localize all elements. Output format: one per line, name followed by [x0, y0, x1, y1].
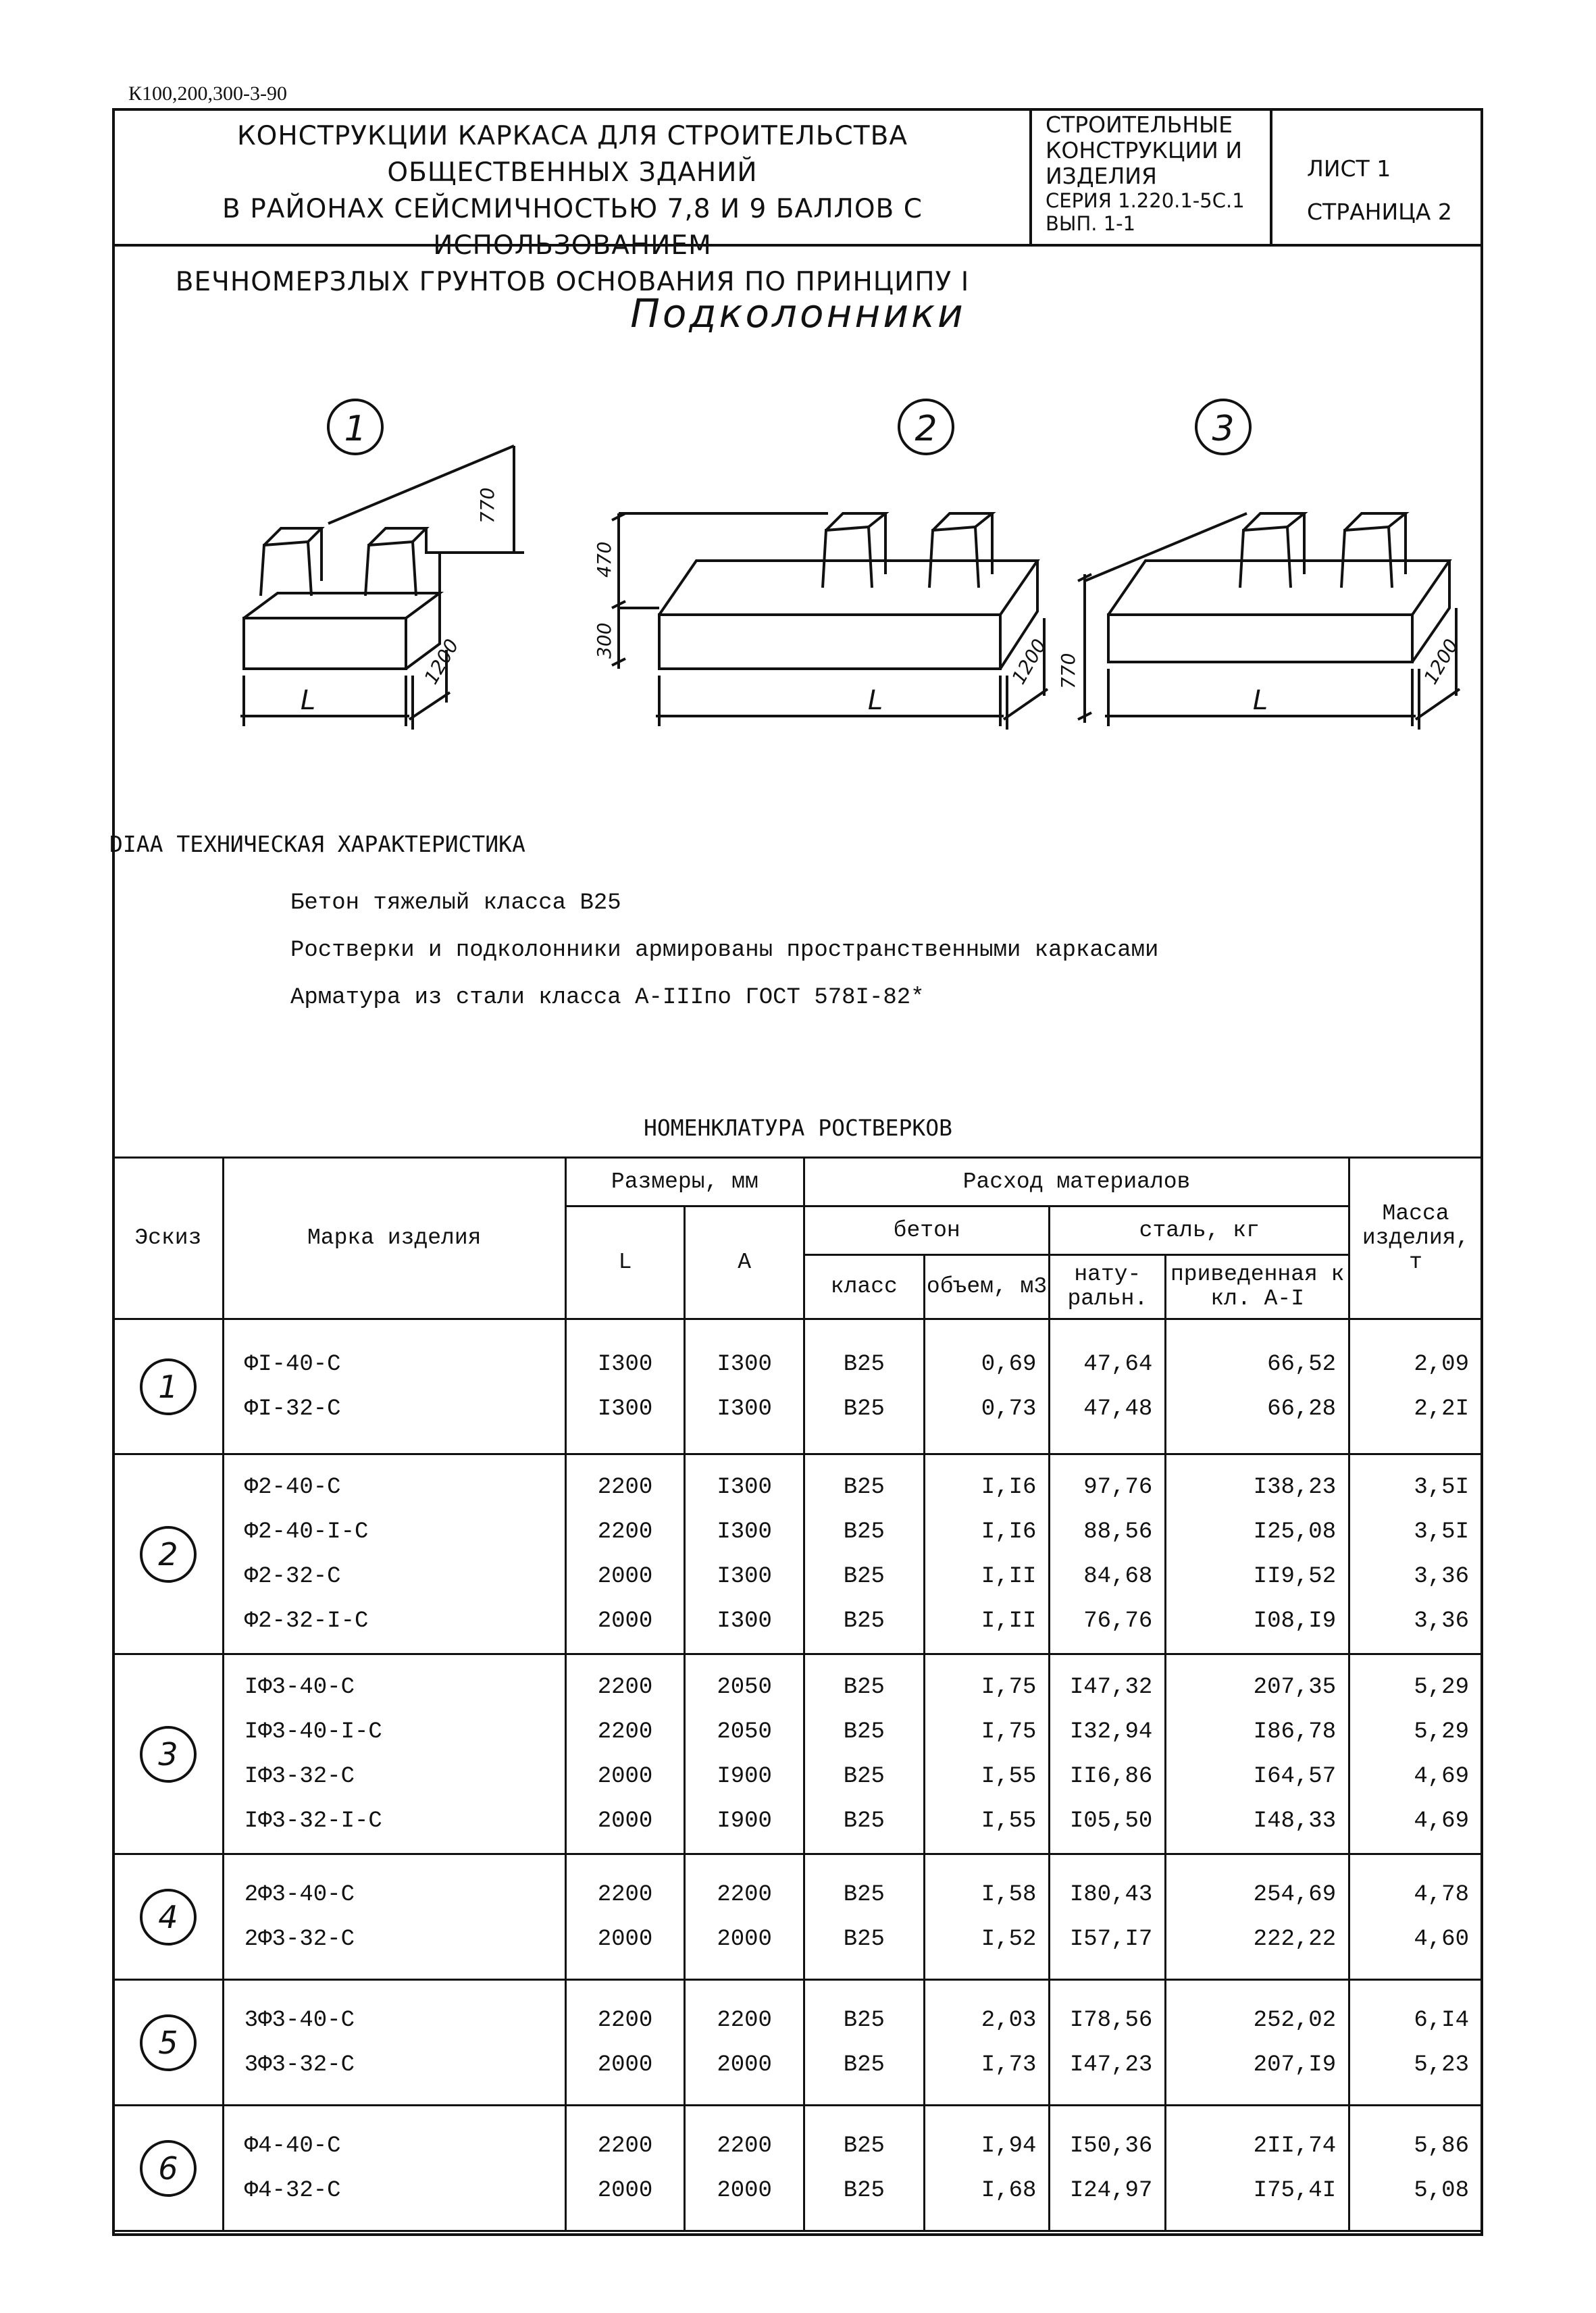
cell-value: 2200 — [597, 2007, 653, 2033]
table-cell — [685, 1319, 804, 1454]
cell-value: В25 — [843, 2177, 885, 2204]
series-line: КОНСТРУКЦИИ И — [1046, 137, 1243, 163]
cell-value: В25 — [843, 1474, 885, 1500]
table-cell — [1050, 1319, 1166, 1454]
cell-value: ФI-40-С — [244, 1351, 341, 1377]
cell-value: I38,23 — [1253, 1474, 1337, 1500]
table-cell — [1166, 1854, 1349, 1980]
cell-value: 0,73 — [981, 1396, 1037, 1422]
cell-value: 2000 — [597, 1926, 653, 1952]
table-cell — [565, 1654, 685, 1854]
cell-value: 88,56 — [1083, 1519, 1153, 1545]
cell-value: I,75 — [981, 1674, 1037, 1700]
table-row-group — [113, 1980, 1483, 2106]
table-cell — [565, 1454, 685, 1654]
cell-value: I75,4I — [1253, 2177, 1337, 2204]
series-line: ВЫП. 1-1 — [1046, 212, 1136, 235]
cell-value: 2200 — [597, 2133, 653, 2159]
cell-value: 3,5I — [1414, 1519, 1469, 1545]
cell-value: 47,48 — [1083, 1396, 1153, 1422]
document-title — [115, 118, 1030, 301]
table-cell — [565, 2106, 685, 2231]
cell-value: Ф4-40-С — [244, 2133, 341, 2159]
cell-value: 2,2I — [1414, 1396, 1469, 1422]
cell-value: 2000 — [597, 1808, 653, 1834]
cell-value: 47,64 — [1083, 1351, 1153, 1377]
dim-1200-2: 1200 — [1007, 635, 1051, 688]
sheet-block — [1307, 147, 1452, 234]
table-cell — [924, 1980, 1050, 2106]
cell-value: 3,36 — [1414, 1563, 1469, 1590]
cell-value: I300 — [717, 1608, 772, 1634]
table-cell — [924, 1654, 1050, 1854]
series-block — [1046, 112, 1272, 235]
table-cell — [685, 1654, 804, 1854]
sketch-cell — [113, 1980, 224, 2106]
cell-value: 2II,74 — [1253, 2133, 1337, 2159]
table-cell — [685, 2106, 804, 2231]
cell-value: 5,23 — [1414, 2052, 1469, 2078]
cell-value: 2200 — [597, 1719, 653, 1745]
cell-value: I78,56 — [1069, 2007, 1153, 2033]
cell-value: I900 — [717, 1808, 772, 1834]
cell-value: В25 — [843, 1608, 885, 1634]
table-cell — [924, 1319, 1050, 1454]
header-class: класс — [804, 1255, 924, 1319]
table-cell — [1050, 1980, 1166, 2106]
drawing-1 — [240, 400, 524, 730]
table-cell — [1050, 1454, 1166, 1654]
cell-value: I86,78 — [1253, 1719, 1337, 1745]
cell-value: В25 — [843, 1563, 885, 1590]
header-steel: сталь, кг — [1050, 1206, 1349, 1255]
table-cell — [1349, 1454, 1483, 1654]
cell-value: II6,86 — [1069, 1763, 1153, 1789]
header-reduced: приведенная к кл. А-I — [1166, 1255, 1349, 1319]
header-materials: Расход материалов — [804, 1158, 1349, 1206]
cell-value: 3Ф3-40-С — [244, 2007, 355, 2033]
cell-value: I47,23 — [1069, 2052, 1153, 2078]
table-cell — [924, 1454, 1050, 1654]
cell-value: IФ3-32-I-С — [244, 1808, 382, 1834]
title-line: В РАЙОНАХ СЕЙСМИЧНОСТЬЮ 7,8 И 9 БАЛЛОВ С ИСПОЛЬЗОВАНИЕМ — [222, 194, 923, 261]
cell-value: В25 — [843, 1519, 885, 1545]
cell-value: I,55 — [981, 1808, 1037, 1834]
cell-value: I,55 — [981, 1763, 1037, 1789]
cell-value: 2050 — [717, 1719, 772, 1745]
table-cell — [223, 2106, 565, 2231]
cell-value: 252,02 — [1253, 2007, 1337, 2033]
cell-value: I,II — [981, 1563, 1037, 1590]
sketch-number: 2 — [140, 1526, 197, 1583]
cell-value: 2000 — [597, 2177, 653, 2204]
header-sketch: Эскиз — [113, 1158, 224, 1319]
cell-value: 2000 — [597, 2052, 653, 2078]
dim-L-2: L — [867, 685, 883, 716]
sketch-number: 4 — [140, 1889, 197, 1946]
dim-300: 300 — [593, 622, 615, 659]
cell-value: 3Ф3-32-С — [244, 2052, 355, 2078]
dim-470: 470 — [593, 541, 615, 578]
cell-value: I,I6 — [981, 1474, 1037, 1500]
cell-value: Ф2-32-С — [244, 1563, 341, 1590]
sketch-number: 6 — [140, 2140, 197, 2197]
table-cell — [223, 1980, 565, 2106]
cell-value: 4,69 — [1414, 1808, 1469, 1834]
cell-value: В25 — [843, 1719, 885, 1745]
dim-1200-1: 1200 — [419, 635, 463, 688]
cell-value: I,94 — [981, 2133, 1037, 2159]
dim-770-3: 770 — [1057, 653, 1079, 689]
cell-value: I300 — [597, 1351, 653, 1377]
table-cell — [1166, 1980, 1349, 2106]
table-row-group — [113, 1654, 1483, 1854]
characteristics-line: Бетон тяжелый класса В25 — [290, 890, 621, 916]
cell-value: I,73 — [981, 2052, 1037, 2078]
sketch-cell — [113, 1454, 224, 1654]
header-natural: нату- ральн. — [1050, 1255, 1166, 1319]
cell-value: I300 — [717, 1351, 772, 1377]
cell-value: 207,35 — [1253, 1674, 1337, 1700]
figure-title: Подколонники — [630, 290, 966, 336]
pedestal-drawings — [112, 378, 1483, 757]
cell-value: 5,08 — [1414, 2177, 1469, 2204]
item-1-number: 1 — [344, 409, 367, 449]
cell-value: I900 — [717, 1763, 772, 1789]
cell-value: 2000 — [597, 1763, 653, 1789]
cell-value: 2,09 — [1414, 1351, 1469, 1377]
header-L: L — [565, 1206, 685, 1319]
header-sizes: Размеры, мм — [565, 1158, 804, 1206]
table-cell — [1050, 1654, 1166, 1854]
table-cell — [685, 1454, 804, 1654]
cell-value: 2200 — [597, 1881, 653, 1908]
cell-value: I300 — [717, 1474, 772, 1500]
cell-value: Ф2-40-С — [244, 1474, 341, 1500]
cell-value: I300 — [597, 1396, 653, 1422]
cell-value: 2000 — [717, 2177, 772, 2204]
cell-value: IФ3-32-С — [244, 1763, 355, 1789]
cell-value: ФI-32-С — [244, 1396, 341, 1422]
table-cell — [804, 1980, 924, 2106]
characteristics-line: Ростверки и подколонники армированы пространственными каркасами — [290, 938, 1159, 963]
sheet-label: ЛИСТ 1 — [1307, 155, 1391, 182]
sketch-cell — [113, 1854, 224, 1980]
table-cell — [223, 1654, 565, 1854]
cell-value: 5,86 — [1414, 2133, 1469, 2159]
cell-value: I,68 — [981, 2177, 1037, 2204]
cell-value: I,52 — [981, 1926, 1037, 1952]
cell-value: В25 — [843, 1351, 885, 1377]
table-cell — [565, 1319, 685, 1454]
cell-value: 4,78 — [1414, 1881, 1469, 1908]
cell-value: В25 — [843, 1763, 885, 1789]
series-line: СТРОИТЕЛЬНЫЕ — [1046, 111, 1233, 138]
header-volume: объем, м3 — [924, 1255, 1050, 1319]
cell-value: 2000 — [717, 1926, 772, 1952]
cell-value: 2200 — [597, 1519, 653, 1545]
cell-value: 222,22 — [1253, 1926, 1337, 1952]
table-title: НОМЕНКЛАТУРА РОСТВЕРКОВ — [644, 1115, 952, 1141]
cell-value: 2200 — [717, 1881, 772, 1908]
cell-value: 76,76 — [1083, 1608, 1153, 1634]
table-cell — [804, 1319, 924, 1454]
table-cell — [1166, 1319, 1349, 1454]
table-cell — [924, 2106, 1050, 2231]
series-line: СЕРИЯ 1.220.1-5С.1 — [1046, 189, 1245, 212]
cell-value: 254,69 — [1253, 1881, 1337, 1908]
table-cell — [804, 1654, 924, 1854]
cell-value: I,II — [981, 1608, 1037, 1634]
cell-value: I25,08 — [1253, 1519, 1337, 1545]
cell-value: I47,32 — [1069, 1674, 1153, 1700]
table-cell — [565, 1980, 685, 2106]
cell-value: 66,52 — [1267, 1351, 1337, 1377]
cell-value: 3,5I — [1414, 1474, 1469, 1500]
cell-value: IФ3-40-С — [244, 1674, 355, 1700]
page-label: СТРАНИЦА 2 — [1307, 199, 1452, 225]
cell-value: В25 — [843, 1808, 885, 1834]
table-row-group — [113, 1454, 1483, 1654]
cell-value: 5,29 — [1414, 1719, 1469, 1745]
sketch-number: 3 — [140, 1726, 197, 1783]
cell-value: I05,50 — [1069, 1808, 1153, 1834]
table-cell — [685, 1980, 804, 2106]
table-cell — [804, 2106, 924, 2231]
cell-value: Ф4-32-С — [244, 2177, 341, 2204]
cell-value: 2000 — [597, 1608, 653, 1634]
cell-value: 2200 — [717, 2007, 772, 2033]
cell-value: 97,76 — [1083, 1474, 1153, 1500]
dim-770-1: 770 — [476, 487, 498, 524]
cell-value: 2200 — [597, 1674, 653, 1700]
table-cell — [1166, 1654, 1349, 1854]
cell-value: Ф2-40-I-С — [244, 1519, 369, 1545]
sketch-cell — [113, 1654, 224, 1854]
table-cell — [1050, 2106, 1166, 2231]
item-3-number: 3 — [1212, 409, 1235, 449]
cell-value: IФ3-40-I-С — [244, 1719, 382, 1745]
cell-value: 2,03 — [981, 2007, 1037, 2033]
table-cell — [1349, 2106, 1483, 2231]
table-cell — [804, 1454, 924, 1654]
table-cell — [223, 1454, 565, 1654]
sketch-cell — [113, 2106, 224, 2231]
cell-value: I300 — [717, 1563, 772, 1590]
cell-value: 4,60 — [1414, 1926, 1469, 1952]
header-A: A — [685, 1206, 804, 1319]
dim-L-1: L — [300, 685, 316, 716]
cell-value: В25 — [843, 1396, 885, 1422]
table-cell — [804, 1854, 924, 1980]
table-cell — [565, 1854, 685, 1980]
dim-1200-3: 1200 — [1419, 635, 1463, 688]
cell-value: В25 — [843, 2052, 885, 2078]
table-cell — [223, 1854, 565, 1980]
sketch-number: 5 — [140, 2014, 197, 2071]
cell-value: II9,52 — [1253, 1563, 1337, 1590]
dim-L-3: L — [1252, 685, 1268, 716]
cell-value: В25 — [843, 1881, 885, 1908]
cell-value: В25 — [843, 1926, 885, 1952]
table-cell — [924, 1854, 1050, 1980]
cell-value: I48,33 — [1253, 1808, 1337, 1834]
table-cell — [1349, 1319, 1483, 1454]
cell-value: В25 — [843, 2133, 885, 2159]
table-row-group — [113, 1854, 1483, 1980]
cell-value: I57,I7 — [1069, 1926, 1153, 1952]
cell-value: I24,97 — [1069, 2177, 1153, 2204]
cell-value: 4,69 — [1414, 1763, 1469, 1789]
cell-value: 84,68 — [1083, 1563, 1153, 1590]
item-2-number: 2 — [915, 409, 937, 449]
cell-value: I50,36 — [1069, 2133, 1153, 2159]
cell-value: В25 — [843, 2007, 885, 2033]
header-mark: Марка изделия — [223, 1158, 565, 1319]
table-row-group — [113, 2106, 1483, 2231]
title-line: КОНСТРУКЦИИ КАРКАСА ДЛЯ СТРОИТЕЛЬСТВА ОБЩЕСТВЕННЫХ ЗДАНИЙ — [236, 121, 908, 188]
cell-value: Ф2-32-I-С — [244, 1608, 369, 1634]
header-mass: Масса изделия, т — [1349, 1158, 1483, 1319]
table-row-group — [113, 1319, 1483, 1454]
table-cell — [1166, 2106, 1349, 2231]
cell-value: 3,36 — [1414, 1608, 1469, 1634]
cell-value: 6,I4 — [1414, 2007, 1469, 2033]
cell-value: 2000 — [597, 1563, 653, 1590]
header-concrete: бетон — [804, 1206, 1049, 1255]
cell-value: I,58 — [981, 1881, 1037, 1908]
characteristics-heading: DIAA ТЕХНИЧЕСКАЯ ХАРАКТЕРИСТИКА — [109, 831, 525, 857]
cell-value: 0,69 — [981, 1351, 1037, 1377]
cell-value: 2050 — [717, 1674, 772, 1700]
title-line: ВЕЧНОМЕРЗЛЫХ ГРУНТОВ ОСНОВАНИЯ ПО ПРИНЦИПУ I — [175, 267, 970, 297]
cell-value: 5,29 — [1414, 1674, 1469, 1700]
cell-value: 2200 — [717, 2133, 772, 2159]
cell-value: I300 — [717, 1396, 772, 1422]
cell-value: 2Ф3-40-С — [244, 1881, 355, 1908]
table-cell — [1349, 1654, 1483, 1854]
table-cell — [1349, 1980, 1483, 2106]
drawing-2 — [593, 400, 1051, 730]
cell-value: I,75 — [981, 1719, 1037, 1745]
document-code: К100,200,300-3-90 — [128, 82, 287, 105]
table-cell — [1166, 1454, 1349, 1654]
cell-value: I300 — [717, 1519, 772, 1545]
table-cell — [685, 1854, 804, 1980]
characteristics-line: Арматура из стали класса А-IIIпо ГОСТ 578I-82* — [290, 985, 925, 1011]
cell-value: I64,57 — [1253, 1763, 1337, 1789]
cell-value: 66,28 — [1267, 1396, 1337, 1422]
cell-value: I,I6 — [981, 1519, 1037, 1545]
sketch-cell — [113, 1319, 224, 1454]
cell-value: В25 — [843, 1674, 885, 1700]
table-cell — [223, 1319, 565, 1454]
cell-value: I80,43 — [1069, 1881, 1153, 1908]
cell-value: 2000 — [717, 2052, 772, 2078]
cell-value: 2Ф3-32-С — [244, 1926, 355, 1952]
cell-value: I32,94 — [1069, 1719, 1153, 1745]
cell-value: 2200 — [597, 1474, 653, 1500]
cell-value: I08,I9 — [1253, 1608, 1337, 1634]
table-cell — [1050, 1854, 1166, 1980]
drawing-3 — [1057, 400, 1463, 730]
sketch-number: 1 — [140, 1358, 197, 1415]
cell-value: 207,I9 — [1253, 2052, 1337, 2078]
table-cell — [1349, 1854, 1483, 1980]
nomenclature-table — [112, 1156, 1483, 2232]
series-line: ИЗДЕЛИЯ — [1046, 163, 1157, 189]
